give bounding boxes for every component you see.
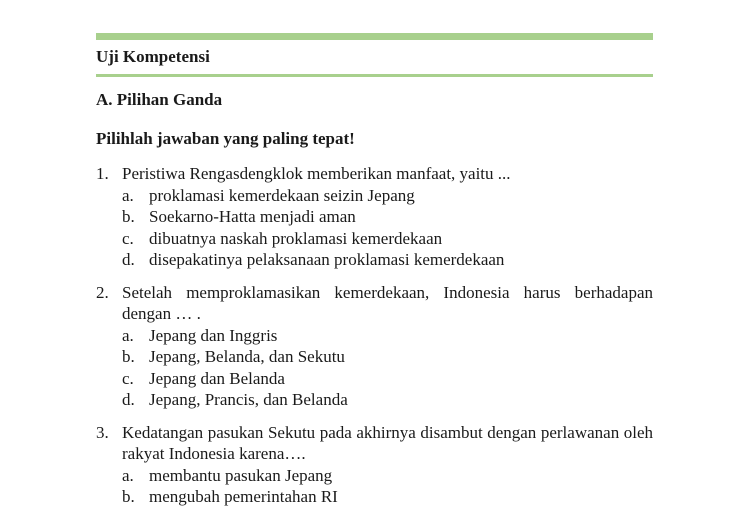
option-text: disepakatinya pelaksanaan proklamasi kemerdekaan <box>149 250 505 269</box>
option-letter: b. <box>122 487 135 506</box>
instruction-text: Pilihlah jawaban yang paling tepat! <box>96 129 355 148</box>
option-text: membantu pasukan Jepang <box>149 465 333 485</box>
option-b <box>96 206 653 228</box>
header-accent-bar-bottom <box>96 74 653 77</box>
option-letter: d. <box>122 390 135 409</box>
option-text: Soekarno-Hatta menjadi aman <box>149 207 356 226</box>
section-title: Uji Kompetensi <box>96 47 210 66</box>
part-title: A. Pilihan Ganda <box>96 90 223 109</box>
option-letter: c. <box>122 368 134 388</box>
option-a <box>96 325 653 347</box>
question-text: Peristiwa Rengasdengklok memberikan manfaat, yaitu ... <box>122 164 511 183</box>
option-letter: a. <box>122 325 134 345</box>
question-2 <box>96 282 653 411</box>
option-text: Jepang dan Inggris <box>149 325 278 345</box>
option-letter: b. <box>122 347 135 366</box>
question-3 <box>96 422 653 508</box>
document-page <box>96 0 653 506</box>
header-accent-bar-top <box>96 33 653 40</box>
option-a <box>96 185 653 207</box>
option-text: Jepang, Belanda, dan Sekutu <box>149 347 345 366</box>
question-number: 1. <box>96 164 109 183</box>
option-text: dibuatnya naskah proklamasi kemerdekaan <box>149 228 443 248</box>
question-text: Kedatangan pasukan Sekutu pada akhirnya disambut dengan perlawanan oleh rakyat Indonesia karena…. <box>122 422 653 463</box>
question-1 <box>96 163 653 271</box>
option-d <box>96 249 653 271</box>
option-b <box>96 346 653 368</box>
option-text: Jepang dan Belanda <box>149 368 285 388</box>
option-d <box>96 389 653 411</box>
question-number: 3. <box>96 422 109 442</box>
option-letter: d. <box>122 250 135 269</box>
option-letter: a. <box>122 465 134 485</box>
option-letter: c. <box>122 228 134 248</box>
option-text: mengubah pemerintahan RI <box>149 487 338 506</box>
option-letter: a. <box>122 185 134 205</box>
option-c <box>96 368 653 390</box>
option-text: proklamasi kemerdekaan seizin Jepang <box>149 185 415 205</box>
option-c <box>96 228 653 250</box>
option-a <box>96 465 653 487</box>
question-text: Setelah memproklamasikan kemerdekaan, Indonesia harus berhadapan dengan … . <box>122 282 653 323</box>
option-text: Jepang, Prancis, dan Belanda <box>149 390 348 409</box>
question-number: 2. <box>96 282 109 302</box>
option-letter: b. <box>122 207 135 226</box>
option-b <box>96 486 653 508</box>
question-list <box>96 163 653 519</box>
